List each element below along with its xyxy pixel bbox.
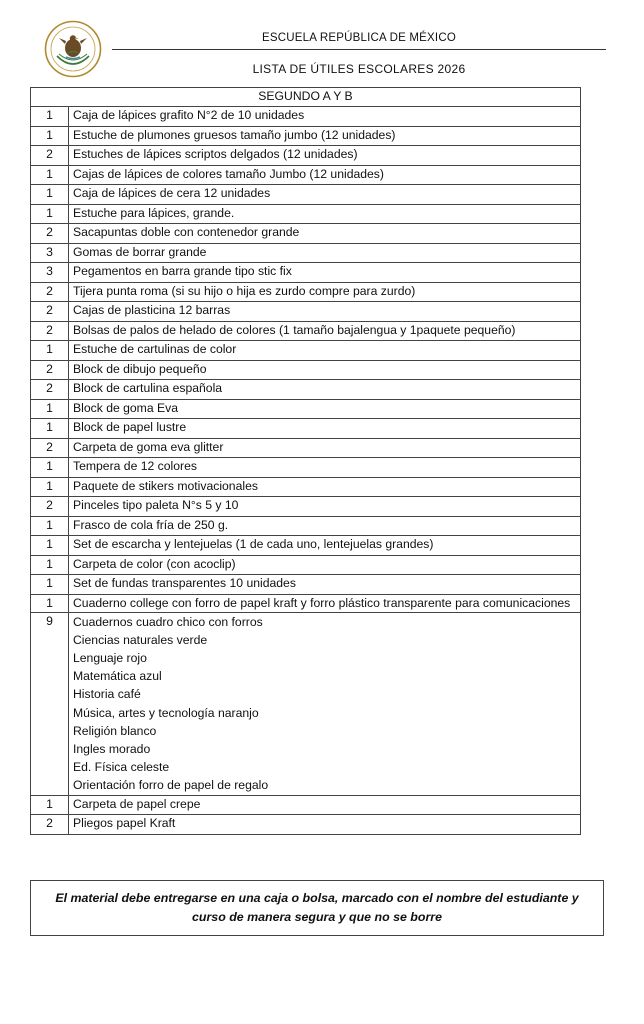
item-quantity: 2 bbox=[31, 438, 69, 458]
table-row bbox=[31, 107, 581, 127]
item-description: Carpeta de papel crepe bbox=[69, 795, 581, 815]
table-row bbox=[31, 243, 581, 263]
cuadernos-line: Ciencias naturales verde bbox=[73, 632, 208, 647]
item-quantity: 2 bbox=[31, 282, 69, 302]
item-description: Block de cartulina española bbox=[69, 380, 581, 400]
item-description: Pegamentos en barra grande tipo stic fix bbox=[69, 263, 581, 283]
table-row bbox=[31, 815, 581, 835]
item-description: Caja de lápices grafito N°2 de 10 unidades bbox=[69, 107, 581, 127]
table-row bbox=[31, 146, 581, 166]
item-quantity: 9 bbox=[31, 612, 69, 795]
table-row bbox=[31, 399, 581, 419]
table-row bbox=[31, 185, 581, 205]
item-description: Carpeta de goma eva glitter bbox=[69, 438, 581, 458]
item-quantity: 1 bbox=[31, 555, 69, 575]
item-description: Carpeta de color (con acoclip) bbox=[69, 555, 581, 575]
table-heading-row bbox=[31, 88, 581, 107]
item-quantity: 1 bbox=[31, 795, 69, 815]
item-description: Tempera de 12 colores bbox=[69, 458, 581, 478]
item-quantity: 1 bbox=[31, 126, 69, 146]
item-quantity: 3 bbox=[31, 263, 69, 283]
item-description: Set de fundas transparentes 10 unidades bbox=[69, 575, 581, 595]
cuadernos-line: Ed. Física celeste bbox=[73, 760, 170, 775]
table-row bbox=[31, 516, 581, 536]
table-row bbox=[31, 795, 581, 815]
item-quantity: 3 bbox=[31, 243, 69, 263]
item-description bbox=[69, 612, 581, 795]
item-quantity: 1 bbox=[31, 204, 69, 224]
item-description: Tijera punta roma (si su hijo o hija es zurdo compre para zurdo) bbox=[69, 282, 581, 302]
table-row bbox=[31, 282, 581, 302]
item-quantity: 2 bbox=[31, 815, 69, 835]
table-row bbox=[31, 555, 581, 575]
table-row bbox=[31, 126, 581, 146]
cuadernos-line: Religión blanco bbox=[73, 723, 157, 738]
item-description: Estuche de cartulinas de color bbox=[69, 341, 581, 361]
table-row bbox=[31, 419, 581, 439]
item-quantity: 2 bbox=[31, 360, 69, 380]
item-quantity: 1 bbox=[31, 575, 69, 595]
table-row bbox=[31, 263, 581, 283]
table-row bbox=[31, 458, 581, 478]
cuadernos-line: Cuadernos cuadro chico con forros bbox=[73, 614, 263, 629]
table-row bbox=[31, 224, 581, 244]
item-quantity: 1 bbox=[31, 458, 69, 478]
table-row bbox=[31, 380, 581, 400]
item-description: Pinceles tipo paleta N°s 5 y 10 bbox=[69, 497, 581, 517]
item-quantity: 1 bbox=[31, 165, 69, 185]
item-quantity: 1 bbox=[31, 419, 69, 439]
item-description: Estuches de lápices scriptos delgados (12 unidades) bbox=[69, 146, 581, 166]
item-description: Gomas de borrar grande bbox=[69, 243, 581, 263]
table-row bbox=[31, 360, 581, 380]
item-quantity: 1 bbox=[31, 516, 69, 536]
header-divider bbox=[112, 49, 606, 50]
supplies-list bbox=[31, 107, 581, 835]
table-row bbox=[31, 341, 581, 361]
table-row bbox=[31, 497, 581, 517]
item-quantity: 1 bbox=[31, 536, 69, 556]
cuadernos-line: Música, artes y tecnología naranjo bbox=[73, 705, 259, 720]
item-description: Bolsas de palos de helado de colores (1 tamaño bajalengua y 1paquete pequeño) bbox=[69, 321, 581, 341]
item-quantity: 2 bbox=[31, 321, 69, 341]
item-description: Caja de lápices de cera 12 unidades bbox=[69, 185, 581, 205]
item-quantity: 1 bbox=[31, 399, 69, 419]
item-quantity: 1 bbox=[31, 341, 69, 361]
school-name: ESCUELA REPÚBLICA DE MÉXICO bbox=[262, 32, 456, 44]
item-description: Cuaderno college con forro de papel kraft y forro plástico transparente para comunicaciones bbox=[69, 594, 581, 612]
item-quantity: 1 bbox=[31, 185, 69, 205]
item-quantity: 1 bbox=[31, 107, 69, 127]
cuadernos-line: Historia café bbox=[73, 687, 141, 702]
table-row bbox=[31, 204, 581, 224]
cuadernos-line: Lenguaje rojo bbox=[73, 650, 147, 665]
cuadernos-line: Matemática azul bbox=[73, 669, 162, 684]
supplies-table bbox=[30, 87, 581, 835]
cuadernos-line: Orientación forro de papel de regalo bbox=[73, 778, 269, 793]
item-description: Block de dibujo pequeño bbox=[69, 360, 581, 380]
delivery-note: El material debe entregarse en una caja o bolsa, marcado con el nombre del estudiante y curso de manera segura y que no se borre bbox=[30, 880, 604, 936]
mexican-eagle-seal-icon bbox=[44, 20, 102, 78]
item-description: Cajas de plasticina 12 barras bbox=[69, 302, 581, 322]
table-row bbox=[31, 321, 581, 341]
item-description: Cajas de lápices de colores tamaño Jumbo (12 unidades) bbox=[69, 165, 581, 185]
table-row-cuadernos bbox=[31, 612, 581, 795]
item-description: Sacapuntas doble con contenedor grande bbox=[69, 224, 581, 244]
table-row bbox=[31, 575, 581, 595]
item-description: Pliegos papel Kraft bbox=[69, 815, 581, 835]
table-row bbox=[31, 477, 581, 497]
item-quantity: 2 bbox=[31, 497, 69, 517]
item-description: Estuche de plumones gruesos tamaño jumbo (12 unidades) bbox=[69, 126, 581, 146]
grade-heading: SEGUNDO A Y B bbox=[31, 88, 581, 107]
document-title: LISTA DE ÚTILES ESCOLARES 2026 bbox=[252, 62, 466, 76]
item-description: Estuche para lápices, grande. bbox=[69, 204, 581, 224]
item-quantity: 1 bbox=[31, 594, 69, 612]
item-description: Block de papel lustre bbox=[69, 419, 581, 439]
table-row bbox=[31, 536, 581, 556]
item-description: Block de goma Eva bbox=[69, 399, 581, 419]
table-row-college bbox=[31, 594, 581, 612]
cuadernos-line: Ingles morado bbox=[73, 741, 151, 756]
table-row bbox=[31, 302, 581, 322]
table-row bbox=[31, 438, 581, 458]
item-quantity: 2 bbox=[31, 224, 69, 244]
item-quantity: 2 bbox=[31, 380, 69, 400]
item-quantity: 2 bbox=[31, 302, 69, 322]
item-quantity: 1 bbox=[31, 477, 69, 497]
item-quantity: 2 bbox=[31, 146, 69, 166]
item-description: Set de escarcha y lentejuelas (1 de cada uno, lentejuelas grandes) bbox=[69, 536, 581, 556]
item-description: Frasco de cola fría de 250 g. bbox=[69, 516, 581, 536]
item-description: Paquete de stikers motivacionales bbox=[69, 477, 581, 497]
table-row bbox=[31, 165, 581, 185]
